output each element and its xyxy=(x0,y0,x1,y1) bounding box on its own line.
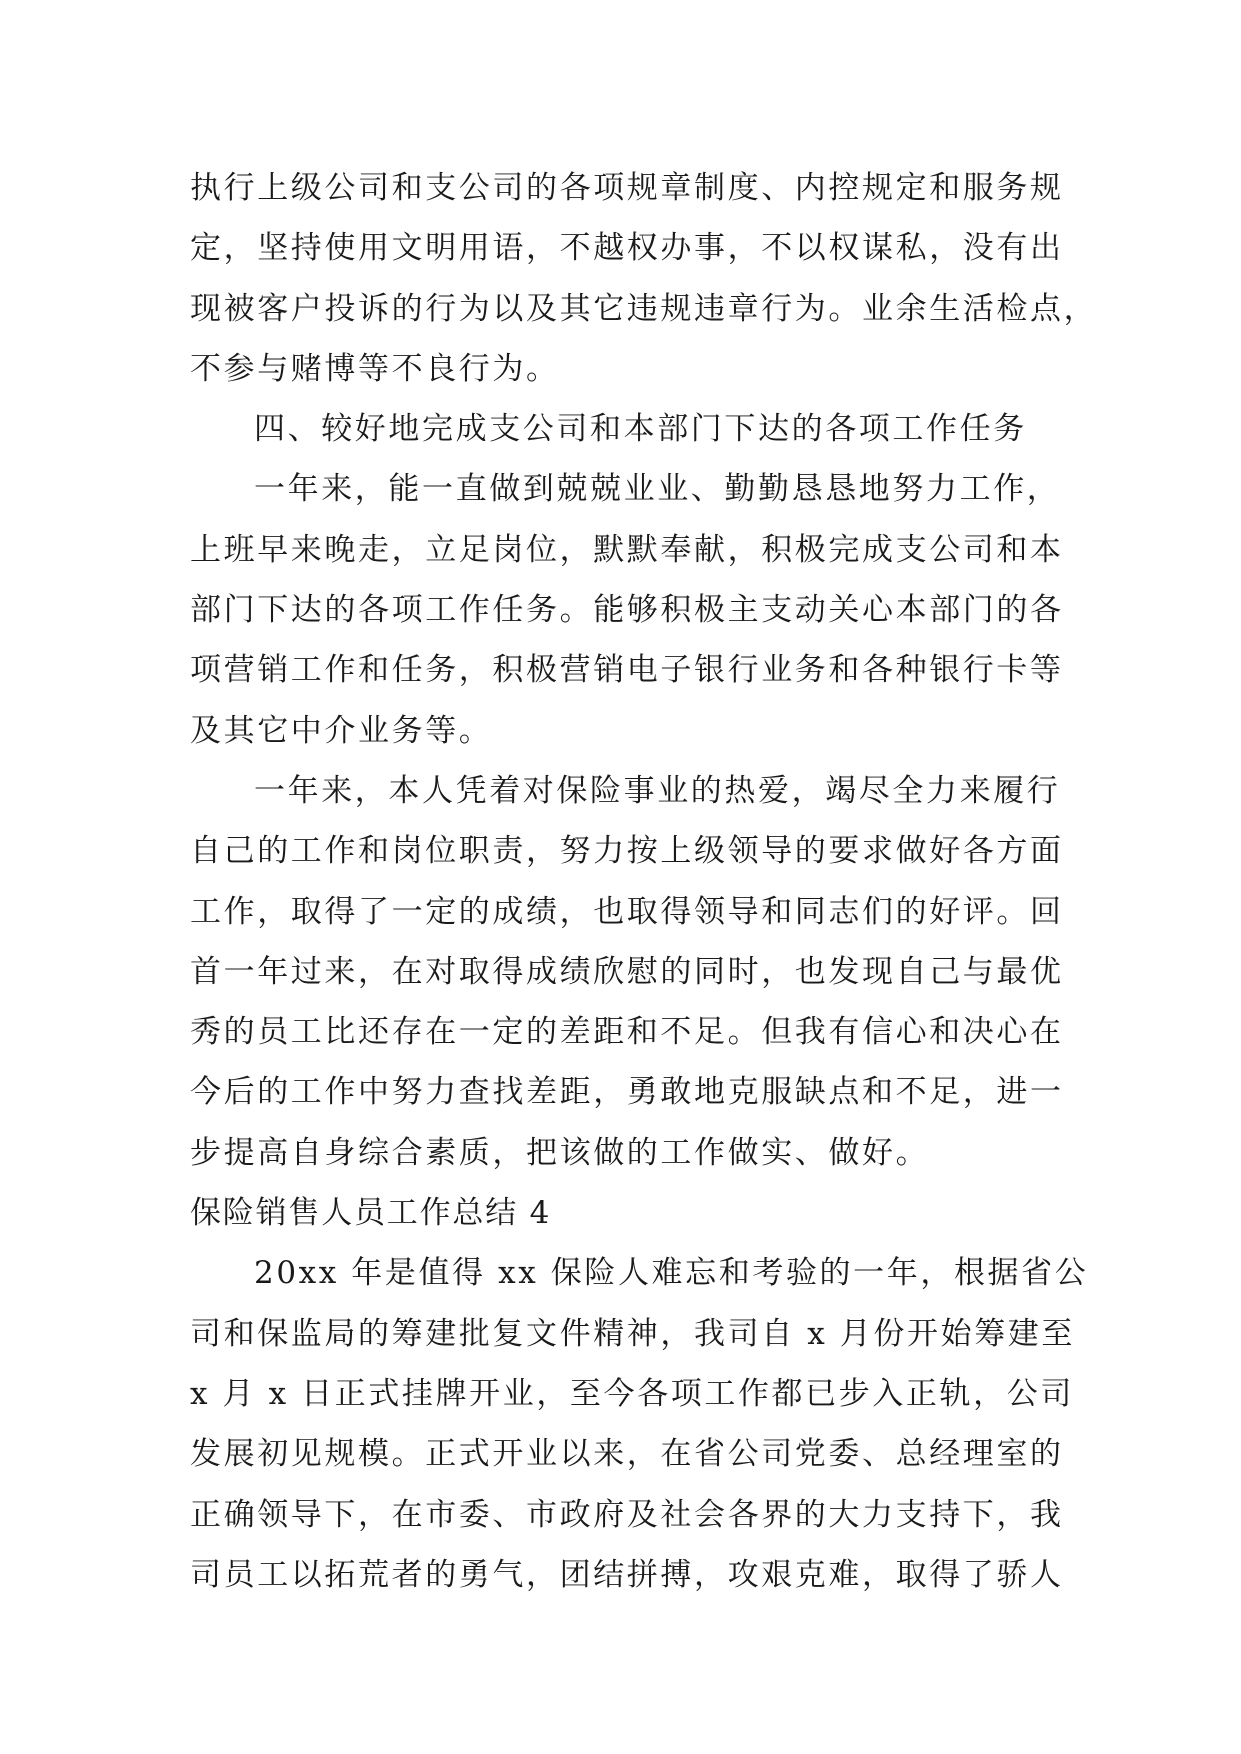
text-line: 项营销工作和任务，积极营销电子银行业务和各种银行卡等 xyxy=(190,652,1064,689)
text-line: 司员工以拓荒者的勇气，团结拼搏，攻艰克难，取得了骄人 xyxy=(190,1556,1064,1593)
section-heading: 四、较好地完成支公司和本部门下达的各项工作任务 xyxy=(254,411,1027,448)
text-line: 不参与赌博等不良行为。 xyxy=(190,350,560,387)
text-line: 现被客户投诉的行为以及其它违规违章行为。业余生活检点， xyxy=(190,290,1098,327)
text-line: 工作，取得了一定的成绩，也取得领导和同志们的好评。回 xyxy=(190,893,1064,930)
text-line: 首一年过来，在对取得成绩欣慰的同时，也发现自己与最优 xyxy=(190,953,1064,990)
paragraph-first-line: 20xx 年是值得 xx 保险人难忘和考验的一年，根据省公 xyxy=(254,1255,1089,1292)
paragraph-first-line: 一年来，能一直做到兢兢业业、勤勤恳恳地努力工作， xyxy=(254,471,1061,508)
text-line: 及其它中介业务等。 xyxy=(190,712,493,749)
text-line: 发展初见规模。正式开业以来，在省公司党委、总经理室的 xyxy=(190,1436,1064,1473)
text-line: 部门下达的各项工作任务。能够积极主支动关心本部门的各 xyxy=(190,592,1064,629)
text-line: 执行上级公司和支公司的各项规章制度、内控规定和服务规 xyxy=(190,170,1064,206)
text-line: 上班早来晚走，立足岗位，默默奉献，积极完成支公司和本 xyxy=(190,531,1064,568)
text-line: 步提高自身综合素质，把该做的工作做实、做好。 xyxy=(190,1134,930,1171)
text-line: 正确领导下，在市委、市政府及社会各界的大力支持下，我 xyxy=(190,1496,1064,1533)
text-line: 司和保监局的筹建批复文件精神，我司自 x 月份开始筹建至 xyxy=(190,1315,1075,1352)
article-title: 保险销售人员工作总结 4 xyxy=(190,1195,552,1232)
paragraph-first-line: 一年来，本人凭着对保险事业的热爱，竭尽全力来履行 xyxy=(254,772,1061,809)
text-line: 今后的工作中努力查找差距，勇敢地克服缺点和不足，进一 xyxy=(190,1074,1064,1111)
text-line: 秀的员工比还存在一定的差距和不足。但我有信心和决心在 xyxy=(190,1014,1064,1051)
text-line: 自己的工作和岗位职责，努力按上级领导的要求做好各方面 xyxy=(190,833,1064,870)
document-page xyxy=(190,158,1098,1605)
text-line: 定，坚持使用文明用语，不越权办事，不以权谋私，没有出 xyxy=(190,230,1064,267)
text-line: x 月 x 日正式挂牌开业，至今各项工作都已步入正轨，公司 xyxy=(190,1375,1074,1412)
